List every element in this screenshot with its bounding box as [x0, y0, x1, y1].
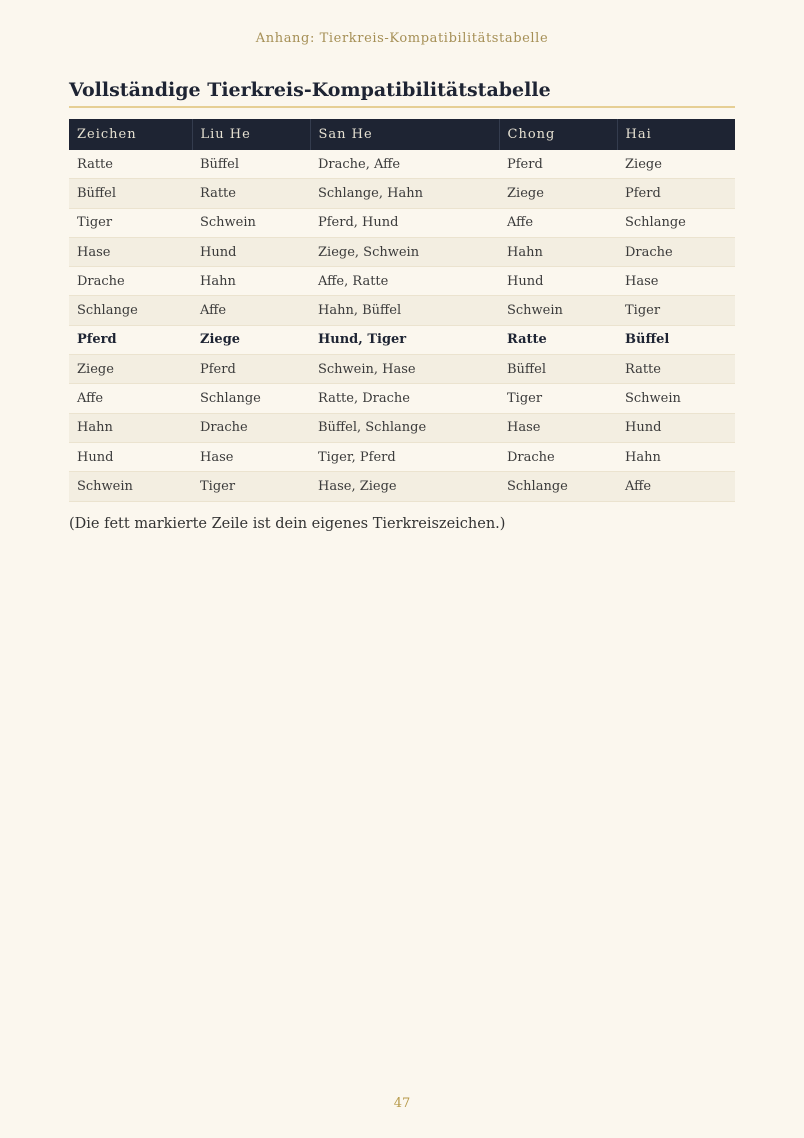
table-row: [69, 472, 735, 501]
column-header-liu-he: Liu He: [192, 119, 310, 150]
table-cell: Hahn: [499, 237, 617, 266]
table-row: [69, 150, 735, 179]
table-cell: Pferd: [499, 150, 617, 179]
table-cell: Hahn: [192, 267, 310, 296]
section-title: Vollständige Tierkreis-Kompatibilitätstabelle: [69, 78, 735, 108]
column-header-hai: Hai: [617, 119, 735, 150]
table-cell: Schwein: [192, 208, 310, 237]
table-cell: Schlange: [617, 208, 735, 237]
table-cell: Büffel: [192, 150, 310, 179]
table-cell: Büffel: [69, 179, 192, 208]
table-cell: Schlange, Hahn: [310, 179, 499, 208]
column-header-san-he: San He: [310, 119, 499, 150]
table-cell: Ziege: [499, 179, 617, 208]
table-cell: Hund: [617, 413, 735, 442]
table-cell: Ratte, Drache: [310, 384, 499, 413]
table-cell: Hase: [69, 237, 192, 266]
table-cell: Büffel: [499, 355, 617, 384]
table-row: [69, 237, 735, 266]
table-cell: Affe, Ratte: [310, 267, 499, 296]
column-header-chong: Chong: [499, 119, 617, 150]
table-cell: Ratte: [499, 325, 617, 354]
table-row: [69, 442, 735, 471]
table-cell: Hahn: [617, 442, 735, 471]
table-cell: Drache: [499, 442, 617, 471]
table-cell: Affe: [192, 296, 310, 325]
table-cell: Tiger: [69, 208, 192, 237]
compatibility-table: [69, 119, 735, 502]
table-cell: Schlange: [192, 384, 310, 413]
table-cell: Drache: [69, 267, 192, 296]
table-cell: Büffel: [617, 325, 735, 354]
table-cell: Pferd: [192, 355, 310, 384]
table-cell: Drache: [617, 237, 735, 266]
table-cell: Ratte: [192, 179, 310, 208]
table-row: [69, 384, 735, 413]
table-cell: Ratte: [617, 355, 735, 384]
column-header-zeichen: Zeichen: [69, 119, 192, 150]
table-cell: Affe: [617, 472, 735, 501]
table-cell: Ziege: [192, 325, 310, 354]
table-cell: Affe: [69, 384, 192, 413]
table-cell: Tiger: [617, 296, 735, 325]
page-number: 47: [393, 1096, 411, 1111]
table-row: [69, 355, 735, 384]
table-cell: Pferd: [617, 179, 735, 208]
table-cell: Ratte: [69, 150, 192, 179]
table-row: [69, 413, 735, 442]
table-cell: Drache: [192, 413, 310, 442]
table-cell: Hahn, Büffel: [310, 296, 499, 325]
table-cell: Hase, Ziege: [310, 472, 499, 501]
table-cell: Pferd, Hund: [310, 208, 499, 237]
table-row: [69, 179, 735, 208]
table-cell: Tiger: [192, 472, 310, 501]
table-row: [69, 208, 735, 237]
table-cell: Hahn: [69, 413, 192, 442]
table-cell: Schwein: [69, 472, 192, 501]
table-cell: Tiger, Pferd: [310, 442, 499, 471]
table-cell: Ziege: [69, 355, 192, 384]
table-cell: Hase: [499, 413, 617, 442]
table-cell: Hund: [192, 237, 310, 266]
table-cell: Ziege: [617, 150, 735, 179]
table-cell: Pferd: [69, 325, 192, 354]
table-cell: Hase: [617, 267, 735, 296]
table-cell: Schwein: [617, 384, 735, 413]
table-cell: Hund: [499, 267, 617, 296]
table-cell: Affe: [499, 208, 617, 237]
table-row: [69, 325, 735, 354]
table-cell: Ziege, Schwein: [310, 237, 499, 266]
table-cell: Tiger: [499, 384, 617, 413]
table-cell: Schwein, Hase: [310, 355, 499, 384]
table-cell: Schwein: [499, 296, 617, 325]
table-cell: Hund: [69, 442, 192, 471]
table-body: [69, 150, 735, 501]
table-cell: Hund, Tiger: [310, 325, 499, 354]
table-cell: Hase: [192, 442, 310, 471]
table-cell: Schlange: [69, 296, 192, 325]
table-header: [69, 119, 735, 150]
table-row: [69, 267, 735, 296]
table-cell: Drache, Affe: [310, 150, 499, 179]
table-row: [69, 296, 735, 325]
table-cell: Büffel, Schlange: [310, 413, 499, 442]
table-cell: Schlange: [499, 472, 617, 501]
table-note: (Die fett markierte Zeile ist dein eigenes Tierkreiszeichen.): [69, 516, 506, 532]
running-header: Anhang: Tierkreis-Kompatibilitätstabelle: [255, 31, 549, 46]
